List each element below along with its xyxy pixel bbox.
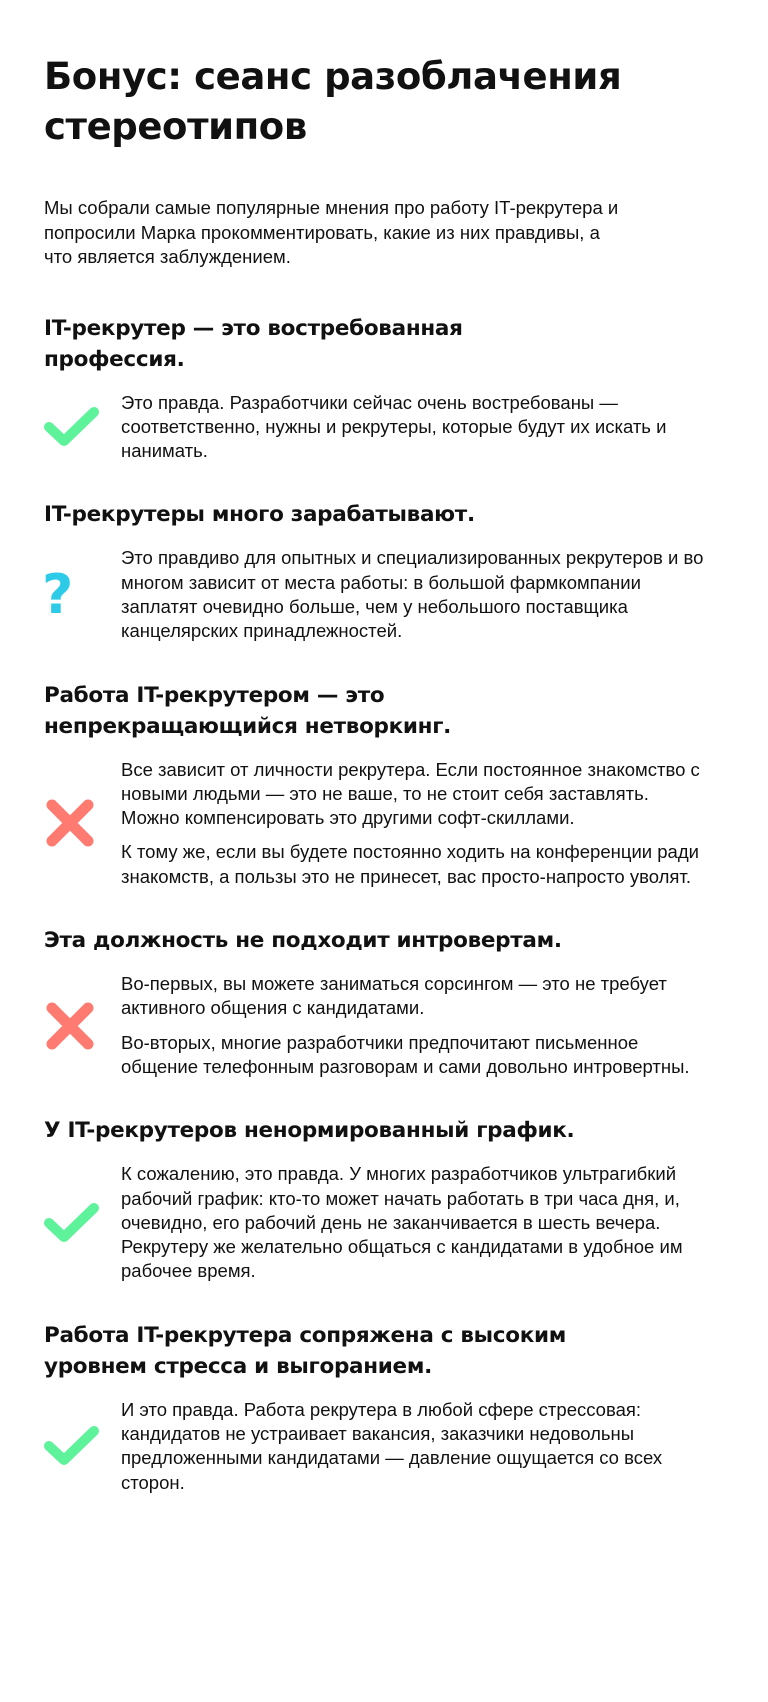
question-glyph: ? — [42, 562, 74, 626]
check-icon — [44, 1201, 121, 1245]
question-icon — [42, 562, 121, 626]
claim-explanation — [121, 1398, 708, 1495]
page-title: Бонус: сеанс разоблачения стереотипов — [44, 55, 622, 148]
explanation-paragraph: Во-вторых, многие разработчики предпочитают письменное общение телефонным разговорам и сами довольно интровертны. — [121, 1031, 690, 1077]
explanation-paragraph: Во-первых, вы можете заниматься сорсингом — это не требует активного общения с кандидатами. — [121, 973, 667, 1019]
explanation-paragraph: Это правдиво для опытных и специализированных рекрутеров и во многом зависит от места работы: в большой фармкомпании заплатят очевидно больше, чем у небольшого поставщика канцелярских принадлежностей. — [121, 547, 704, 642]
explanation-paragraph: Все зависит от личности рекрутера. Если постоянное знакомство с новыми людьми — это не ваше, то не стоит себя заставлять. Можно компенсировать это другими софт-скиллами. — [121, 758, 700, 829]
claim-heading: Работа IT-рекрутера сопряжена с высоким уровнем стресса и выгоранием. — [44, 1322, 567, 1379]
verdict-row — [44, 546, 708, 643]
explanation-paragraph: Это правда. Разработчики сейчас очень востребованы — соответственно, нужны и рекрутеры, которые будут их искать и нанимать. — [121, 391, 667, 462]
claim-item — [44, 313, 708, 464]
explanation-paragraph: К тому же, если вы будете постоянно ходить на конференции ради знакомств, а пользы это не принесет, вас просто-напросто уволят. — [121, 841, 699, 887]
intro-paragraph: Мы собрали самые популярные мнения про работу IT-рекрутера и попросили Марка прокомментировать, какие из них правдивы, а что является заблуждением. — [44, 197, 619, 267]
claim-item — [44, 925, 708, 1079]
claim-heading: IT-рекрутеры много зарабатывают. — [44, 502, 475, 528]
verdict-row — [44, 758, 708, 889]
explanation-paragraph: К сожалению, это правда. У многих разработчиков ультрагибкий рабочий график: кто-то может начать работать в три часа дня, и, очевидно, его рабочий день не заканчивается в шесть вечера. Рекрутеру же желательно общаться с кандидатами в удобное им рабочее время. — [121, 1163, 683, 1282]
claim-explanation — [121, 758, 708, 889]
explanation-paragraph: И это правда. Работа рекрутера в любой сфере стрессовая: кандидатов не устраивает вакансия, заказчики недовольны предложенными кандидатами — давление ощущается со всех сторон. — [121, 1398, 663, 1493]
claim-item — [44, 680, 708, 889]
verdict-row — [44, 391, 708, 464]
claim-explanation — [121, 546, 708, 643]
claim-heading: У IT-рекрутеров ненормированный график. — [44, 1118, 575, 1144]
claim-explanation — [121, 391, 708, 464]
check-icon — [44, 405, 121, 449]
claim-heading: Работа IT-рекрутером — это непрекращающийся нетворкинг. — [44, 682, 452, 739]
claim-heading: IT-рекрутер — это востребованная профессия. — [44, 315, 463, 372]
verdict-row — [44, 972, 708, 1079]
cross-icon — [44, 1000, 121, 1052]
claim-explanation — [121, 1162, 708, 1283]
claim-item — [44, 499, 708, 643]
claim-explanation — [121, 972, 708, 1079]
claim-heading: Эта должность не подходит интровертам. — [44, 928, 562, 954]
verdict-row — [44, 1398, 708, 1495]
claim-item — [44, 1115, 708, 1283]
cross-icon — [44, 797, 121, 849]
check-icon — [44, 1424, 121, 1468]
claim-item — [44, 1320, 708, 1495]
verdict-row — [44, 1162, 708, 1283]
